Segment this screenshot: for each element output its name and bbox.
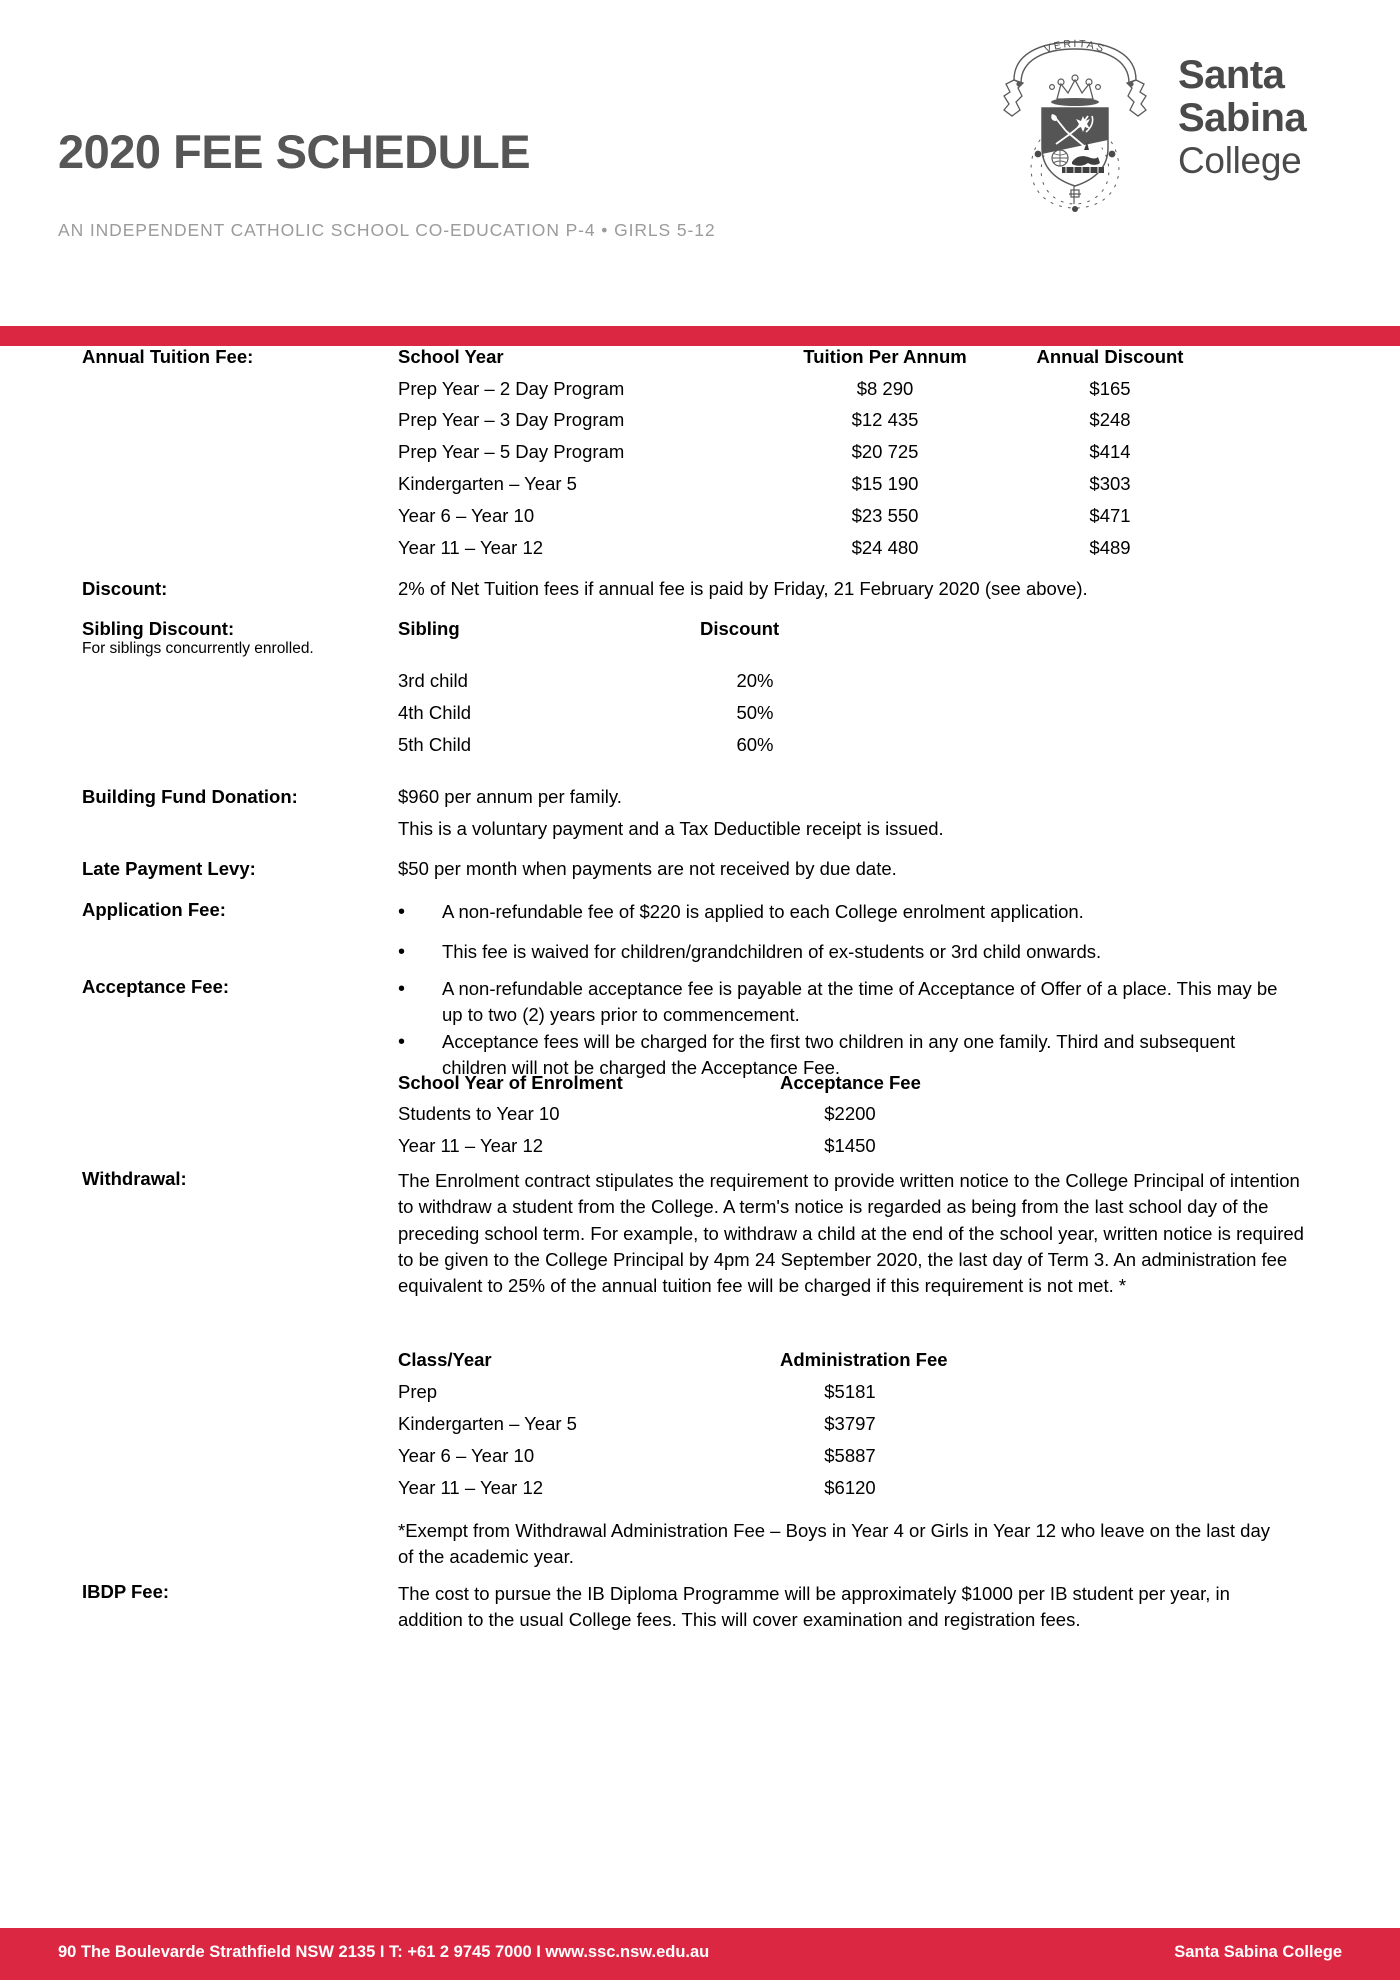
discount-label: Discount:	[82, 578, 168, 599]
tuition-amount-2: $20 725	[851, 441, 919, 462]
admin-class-1: Kindergarten – Year 5	[398, 1413, 577, 1434]
header-red-rule	[0, 326, 1400, 346]
ibdp-fee-label: IBDP Fee:	[82, 1581, 170, 1602]
tuition-discount-5: $489	[1089, 537, 1131, 558]
footer-school-name: Santa Sabina College	[1174, 1943, 1342, 1961]
tuition-discount-1: $248	[1089, 409, 1131, 430]
ibdp-fee-text: The cost to pursue the IB Diploma Programme will be approximately $1000 per IB student per year, in addition to the usual College fees. This will cover examination and registration fees.	[398, 1583, 1230, 1631]
svg-text:VERITAS: VERITAS	[1042, 37, 1108, 56]
tuition-year-1: Prep Year – 3 Day Program	[398, 409, 625, 430]
col-header-tuition-per-annum: Tuition Per Annum	[803, 346, 967, 367]
discount-text: 2% of Net Tuition fees if annual fee is paid by Friday, 21 February 2020 (see above).	[398, 578, 1088, 599]
footer-address: 90 The Boulevarde Strathfield NSW 2135 I T: +61 2 9745 7000 I www.ssc.nsw.edu.au	[58, 1943, 710, 1961]
col-header-sibling-discount: Discount	[700, 618, 780, 639]
admin-fee-1: $3797	[824, 1413, 876, 1434]
bullet-icon: •	[398, 941, 406, 963]
sibling-discount-0: 20%	[736, 670, 774, 691]
col-header-school-year-of-enrolment: School Year of Enrolment	[398, 1072, 623, 1093]
tuition-year-2: Prep Year – 5 Day Program	[398, 441, 625, 462]
admin-class-3: Year 11 – Year 12	[398, 1477, 544, 1498]
school-logo	[1000, 36, 1330, 216]
admin-fee-3: $6120	[824, 1477, 876, 1498]
tuition-year-4: Year 6 – Year 10	[398, 505, 535, 526]
crest-icon	[1000, 36, 1150, 216]
page-title: 2020 FEE SCHEDULE	[58, 125, 531, 178]
tuition-amount-3: $15 190	[851, 473, 919, 494]
tuition-amount-1: $12 435	[851, 409, 919, 430]
sibling-child-2: 5th Child	[398, 734, 472, 755]
acceptance-year-1: Year 11 – Year 12	[398, 1135, 544, 1156]
document-footer	[0, 1928, 1400, 1980]
list-item	[398, 976, 1278, 1029]
annual-tuition-label: Annual Tuition Fee:	[82, 346, 254, 367]
list-item	[398, 899, 1278, 925]
tuition-discount-0: $165	[1089, 378, 1131, 399]
building-fund-line1: $960 per annum per family.	[398, 786, 622, 807]
sibling-child-0: 3rd child	[398, 670, 468, 691]
tuition-amount-4: $23 550	[851, 505, 919, 526]
acceptance-amount-1: $1450	[824, 1135, 876, 1156]
sibling-discount-sublabel: For siblings concurrently enrolled.	[82, 640, 314, 657]
col-header-school-year: School Year	[398, 346, 504, 367]
col-header-administration-fee: Administration Fee	[780, 1349, 948, 1370]
acceptance-fee-bullet-1: Acceptance fees will be charged for the first two children in any one family. Third and subsequent children will not be charged the Acceptance Fee.	[442, 1031, 1236, 1079]
admin-fee-0: $5181	[824, 1381, 876, 1402]
application-fee-bullet-0: A non-refundable fee of $220 is applied to each College enrolment application.	[442, 901, 1084, 922]
building-fund-label: Building Fund Donation:	[82, 786, 298, 807]
withdrawal-footnote: *Exempt from Withdrawal Administration Fee – Boys in Year 4 or Girls in Year 12 who leave on the last day of the academic year.	[398, 1520, 1271, 1568]
logo-line-sabina: Sabina	[1178, 96, 1307, 141]
col-header-class-year: Class/Year	[398, 1349, 492, 1370]
acceptance-fee-bullet-0: A non-refundable acceptance fee is payable at the time of Acceptance of Offer of a place. This may be up to two (2) years prior to commencement.	[442, 978, 1278, 1026]
application-fee-label: Application Fee:	[82, 899, 226, 920]
tuition-year-3: Kindergarten – Year 5	[398, 473, 577, 494]
sibling-discount-label: Sibling Discount:	[82, 618, 235, 639]
document-header	[0, 0, 1400, 320]
col-header-sibling: Sibling	[398, 618, 460, 639]
application-fee-bullet-1: This fee is waived for children/grandchildren of ex-students or 3rd child onwards.	[442, 941, 1102, 962]
col-header-annual-discount: Annual Discount	[1036, 346, 1184, 367]
bullet-icon: •	[398, 901, 406, 923]
tuition-year-0: Prep Year – 2 Day Program	[398, 378, 625, 399]
admin-class-0: Prep	[398, 1381, 438, 1402]
withdrawal-label: Withdrawal:	[82, 1168, 187, 1189]
tuition-year-5: Year 11 – Year 12	[398, 537, 544, 558]
col-header-acceptance-fee: Acceptance Fee	[780, 1072, 921, 1093]
admin-class-2: Year 6 – Year 10	[398, 1445, 535, 1466]
acceptance-amount-0: $2200	[824, 1103, 876, 1124]
list-item	[398, 939, 1278, 965]
logo-wordmark	[1178, 54, 1338, 182]
admin-fee-2: $5887	[824, 1445, 876, 1466]
bullet-icon: •	[398, 1031, 406, 1053]
page-subtitle: AN INDEPENDENT CATHOLIC SCHOOL CO-EDUCATION P-4 • GIRLS 5-12	[58, 220, 716, 240]
building-fund-line2: This is a voluntary payment and a Tax Deductible receipt is issued.	[398, 818, 944, 839]
tuition-amount-0: $8 290	[856, 378, 914, 399]
tuition-discount-2: $414	[1089, 441, 1131, 462]
sibling-discount-1: 50%	[736, 702, 774, 723]
acceptance-fee-label: Acceptance Fee:	[82, 976, 230, 997]
tuition-discount-3: $303	[1089, 473, 1131, 494]
tuition-amount-5: $24 480	[851, 537, 919, 558]
withdrawal-paragraph: The Enrolment contract stipulates the requirement to provide written notice to the College Principal of intention to withdraw a student from the College. A term's notice is regarded as being from the last school day of the preceding school term. For example, to withdraw a child at the end of the school year, written notice is required to be given to the College Principal by 4pm 24 September 2020, the last day of Term 3. An administration fee equivalent to 25% of the annual tuition fee will be charged if this requirement is not met. *	[398, 1170, 1304, 1297]
logo-line-santa: Santa	[1178, 53, 1285, 97]
late-payment-text: $50 per month when payments are not received by due date.	[398, 858, 897, 879]
tuition-discount-4: $471	[1089, 505, 1131, 526]
logo-line-college: College	[1178, 140, 1302, 182]
sibling-discount-2: 60%	[736, 734, 774, 755]
sibling-child-1: 4th Child	[398, 702, 472, 723]
bullet-icon: •	[398, 978, 406, 1000]
acceptance-year-0: Students to Year 10	[398, 1103, 560, 1124]
late-payment-label: Late Payment Levy:	[82, 858, 256, 879]
